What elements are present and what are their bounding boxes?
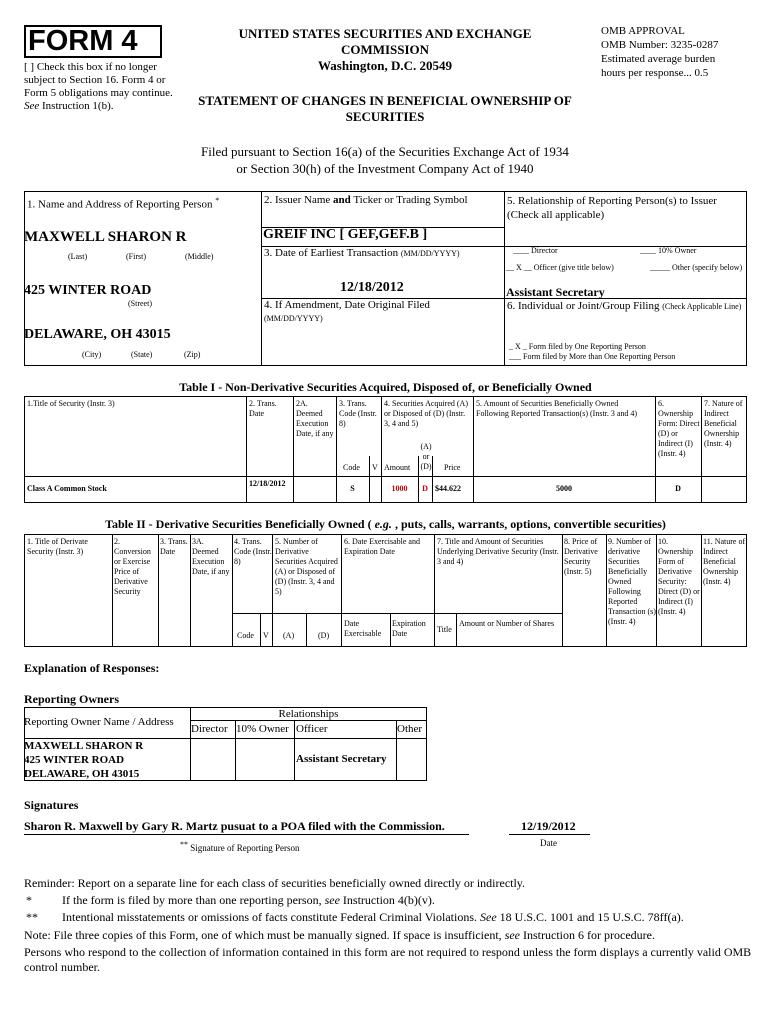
signatures-label: Signatures <box>24 798 79 812</box>
check-box-text: [ ] Check this box if no longer subject to Section 16. Form 4 or Form 5 obligations may continue. <box>24 61 173 99</box>
note <box>24 928 655 943</box>
t2-title-pre: Table II - Derivative Securities Beneficially Owned ( <box>105 517 375 531</box>
t2-title-eg: e.g. <box>374 517 392 531</box>
label-2-post: Ticker or Trading Symbol <box>350 194 468 206</box>
t2-h5: 5. Number of Derivative Securities Acquired (A) or Disposed of (D) (Instr. 3, 4 and 5) <box>275 537 338 596</box>
t1-h6: 6. Ownership Form: Direct (D) or Indirect (I) (Instr. 4) <box>658 399 700 458</box>
owners-col-director: Director <box>191 723 228 735</box>
statement-heading <box>165 93 605 125</box>
t2-h4: 4. Trans. Code (Instr. 8) <box>234 537 272 566</box>
label-3-fmt: (MM/DD/YYYY) <box>400 249 460 258</box>
note-post: Instruction 6 for procedure. <box>520 928 655 942</box>
zip-caption: (Zip) <box>184 350 201 359</box>
t2-h7: 7. Title and Amount of Securities Underlying Derivative Security (Instr. 3 and 4) <box>437 537 559 566</box>
filed-pursuant <box>150 143 620 177</box>
label-5: 5. Relationship of Reporting Person(s) to Issuer <box>507 195 717 207</box>
t1-h2a: 2A. Deemed Execution Date, if any <box>296 399 334 438</box>
star1-see: see <box>324 893 340 907</box>
t2-h9: 9. Number of derivative Securities Beneficially Owned Following Reported Transaction (s) (Instr. 4) <box>608 537 656 626</box>
issuer-value: GREIF INC [ GEF,GEF.B ] <box>263 227 428 242</box>
instruction-text: Instruction 1(b). <box>39 100 114 112</box>
owner-line-1: MAXWELL SHARON R <box>24 740 144 752</box>
t1-h1: 1.Title of Security (Instr. 3) <box>27 399 115 408</box>
t1-sub-price: Price <box>444 463 461 472</box>
t1-row-security: Class A Common Stock <box>27 484 107 493</box>
label-2-and: and <box>333 194 351 206</box>
signature-caption <box>180 840 300 853</box>
signer: Sharon R. Maxwell by Gary R. Martz pusuat to a POA filed with the Commission. <box>24 819 445 833</box>
star2-text <box>62 910 684 925</box>
t1-sub-code: Code <box>343 463 360 472</box>
reporting-person-label <box>27 196 219 211</box>
filed-line-2: or Section 30(h) of the Investment Company Act of 1940 <box>236 161 534 176</box>
street-value: 425 WINTER ROAD <box>24 283 152 298</box>
table-1-title: Table I - Non-Derivative Securities Acquired, Disposed of, or Beneficially Owned <box>179 380 592 394</box>
signature-date: 12/19/2012 <box>521 819 576 833</box>
t2-sub-title: Title <box>437 625 452 634</box>
star1-text <box>62 893 435 908</box>
sig-caption: Signature of Reporting Person <box>188 843 300 853</box>
t1-row-aord: D <box>422 484 428 493</box>
form-title: FORM 4 <box>28 25 138 57</box>
owners-col-name: Reporting Owner Name / Address <box>24 716 174 728</box>
omb-approval: OMB APPROVAL <box>601 25 685 37</box>
table-2-title <box>24 517 747 532</box>
owner-officer-value: Assistant Secretary <box>296 753 387 765</box>
star2-marker: ** <box>26 910 38 924</box>
relationship-label <box>507 194 747 222</box>
filed-more-option: ___ Form filed by More than One Reporting Person <box>509 352 676 361</box>
issuer-label <box>264 194 468 206</box>
t1-h7: 7. Nature of Indirect Beneficial Ownership (Instr. 4) <box>704 399 743 448</box>
t2-sub-exp: Expiration Date <box>392 619 426 638</box>
t2-h6: 6. Date Exercisable and Expiration Date <box>344 537 420 556</box>
no-longer-subject-checkbox-text <box>24 61 174 113</box>
other-option: _____ Other (specify below) <box>650 263 743 272</box>
first-caption: (First) <box>126 252 146 261</box>
see-text: See <box>24 100 40 112</box>
reporting-person-name: MAXWELL SHARON R <box>24 229 187 245</box>
t2-h3: 3. Trans. Date <box>160 537 188 556</box>
sec-heading <box>190 26 580 74</box>
statement-line-1: STATEMENT OF CHANGES IN BENEFICIAL OWNERSHIP OF <box>198 93 572 108</box>
note-pre: Note: File three copies of this Form, one of which must be manually signed. If space is insufficient, <box>24 928 505 942</box>
owner-line-3: DELAWARE, OH 43015 <box>24 768 140 780</box>
t1-row-form: D <box>675 484 681 493</box>
officer-option: __ X __ Officer (give title below) <box>506 263 614 272</box>
amendment-format: (MM/DD/YYYY) <box>264 314 323 323</box>
star1-marker: * <box>26 893 32 907</box>
ten-owner-option: ____ 10% Owner <box>640 246 697 255</box>
t2-sub-code: Code <box>237 631 254 640</box>
explanation-label: Explanation of Responses: <box>24 661 160 675</box>
persons-notice: Persons who respond to the collection of information contained in this form are not required to respond unless the form displays a currently valid OMB control number. <box>24 945 752 974</box>
t2-sub-d: (D) <box>318 631 330 640</box>
omb-approval-box <box>601 24 751 80</box>
street-caption: (Street) <box>128 299 152 308</box>
filed-one-option: _ X _ Form filed by One Reporting Person <box>509 342 646 351</box>
middle-caption: (Middle) <box>185 252 214 261</box>
owners-col-ten: 10% Owner <box>236 723 289 735</box>
t2-title-post: , puts, calls, warrants, options, convertible securities) <box>391 517 666 531</box>
t1-row-amount: 1000 <box>391 484 408 493</box>
state-caption: (State) <box>131 350 153 359</box>
t1-sub-amount: Amount <box>384 463 411 472</box>
form-title-box <box>24 25 162 58</box>
owners-col-officer: Officer <box>296 723 328 735</box>
note-see: see <box>504 928 521 942</box>
reporting-owners-label: Reporting Owners <box>24 692 119 706</box>
earliest-transaction-date: 12/18/2012 <box>340 280 404 295</box>
omb-hours: hours per response... 0.5 <box>601 67 709 79</box>
star2-pre: Intentional misstatements or omissions of facts constitute Federal Criminal Violations. <box>62 910 480 924</box>
filed-line-1: Filed pursuant to Section 16(a) of the Securities Exchange Act of 1934 <box>201 144 569 159</box>
label-2-pre: 2. Issuer Name <box>264 194 334 206</box>
owners-col-relationships: Relationships <box>278 708 339 720</box>
t1-row-price: $44.622 <box>435 484 461 493</box>
t2-h10: 10. Ownership Form of Derivative Security: Direct (D) or Indirect (I) (Instr. 4) <box>658 537 700 616</box>
t1-h3: 3. Trans. Code (Instr. 8) <box>339 399 377 428</box>
label-3: 3. Date of Earliest Transaction <box>264 247 399 259</box>
label-5-sub: (Check all applicable) <box>507 209 605 221</box>
t1-h2: 2. Trans. Date <box>249 399 277 418</box>
label-6-check: (Check Applicable Line) <box>662 302 742 311</box>
omb-burden: Estimated average burden <box>601 53 716 65</box>
t1-sub-aord: (A) or (D) <box>420 442 432 471</box>
omb-number: OMB Number: 3235-0287 <box>601 39 719 51</box>
owner-line-2: 425 WINTER ROAD <box>24 754 125 766</box>
t2-h3a: 3A. Deemed Execution Date, if any <box>192 537 230 576</box>
city-caption: (City) <box>82 350 102 359</box>
t1-row-date: 12/18/2012 <box>249 479 286 488</box>
t2-sub-v: V <box>263 631 269 640</box>
t2-sub-amount: Amount or Number of Shares <box>459 619 555 628</box>
t1-row-owned: 5000 <box>556 484 572 493</box>
star1-post: Instruction 4(b)(v). <box>339 893 435 907</box>
sec-line-1: UNITED STATES SECURITIES AND EXCHANGE <box>238 26 532 41</box>
star2-see: See <box>480 910 497 924</box>
t1-sub-v: V <box>372 463 378 472</box>
amendment-label: 4. If Amendment, Date Original Filed <box>264 299 430 311</box>
t1-h4: 4. Securities Acquired (A) or Disposed of (D) (Instr. 3, 4 and 5) <box>384 399 468 428</box>
label-1: 1. Name and Address of Reporting Person <box>27 198 213 211</box>
star1-pre: If the form is filed by more than one reporting person, <box>62 893 325 907</box>
t2-sub-a: (A) <box>283 631 295 640</box>
owner-name-address <box>24 739 143 781</box>
t1-h5: 5. Amount of Securities Beneficially Owned Following Reported Transaction(s) (Instr. 3 and 4) <box>476 399 638 418</box>
t2-sub-date-ex: Date Exercisable <box>344 619 382 638</box>
sec-line-3: Washington, D.C. 20549 <box>318 58 452 73</box>
earliest-transaction-label <box>264 247 460 259</box>
group-filing-label <box>507 299 747 313</box>
star2-post: 18 U.S.C. 1001 and 15 U.S.C. 78ff(a). <box>496 910 684 924</box>
t2-h8: 8. Price of Derivative Security (Instr. 5) <box>564 537 598 576</box>
t2-h1: 1. Title of Derivate Security (Instr. 3) <box>27 537 88 556</box>
label-1-sup: * <box>215 196 220 205</box>
reminder: Reminder: Report on a separate line for each class of securities beneficially owned directly or indirectly. <box>24 876 526 890</box>
director-option: ____ Director <box>513 246 558 255</box>
sec-line-2: COMMISSION <box>340 42 430 57</box>
statement-line-2: SECURITIES <box>345 109 425 124</box>
t2-h11: 11. Nature of Indirect Beneficial Ownership (Instr. 4) <box>703 537 746 586</box>
last-caption: (Last) <box>68 252 88 261</box>
sig-caption-stars: ** <box>180 840 188 849</box>
officer-title: Assistant Secretary <box>506 285 605 299</box>
owners-col-other: Other <box>397 723 423 735</box>
city-value: DELAWARE, OH 43015 <box>24 327 171 342</box>
t1-row-code: S <box>350 484 355 493</box>
label-6: 6. Individual or Joint/Group Filing <box>507 300 660 312</box>
date-caption: Date <box>540 838 557 848</box>
t2-h2: 2. Conversion or Exercise Price of Derivative Security <box>114 537 151 596</box>
